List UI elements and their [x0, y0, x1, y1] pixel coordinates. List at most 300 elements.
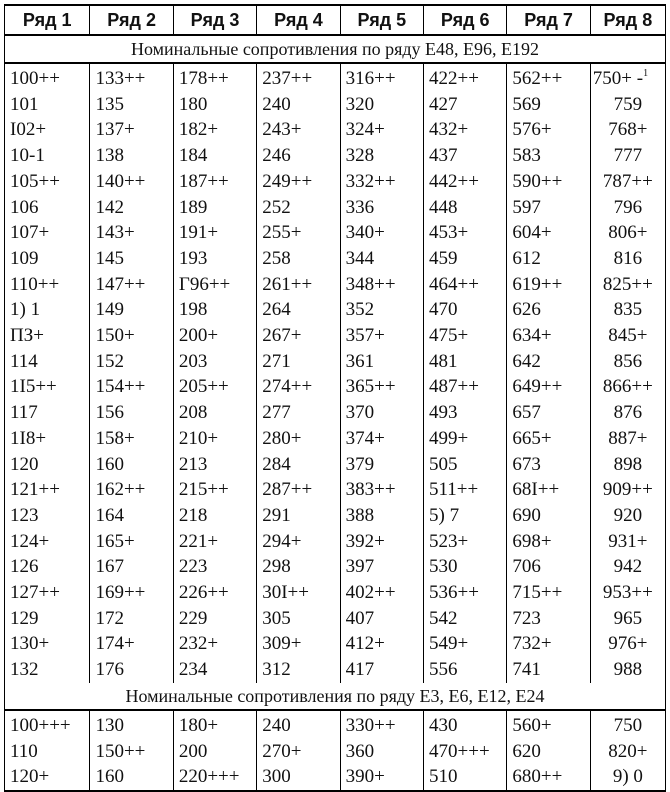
table-row	[5, 272, 666, 298]
table-cell	[90, 529, 173, 555]
table-cell	[257, 220, 340, 246]
table-cell	[5, 477, 90, 503]
table-cell	[173, 374, 256, 400]
cell-value: 160	[95, 453, 124, 475]
table-cell	[507, 92, 590, 118]
cell-value: 673	[512, 453, 541, 475]
table-cell	[90, 426, 173, 452]
table-cell	[257, 503, 340, 529]
cell-value: 180+	[178, 714, 219, 736]
cell-value: 634+	[512, 325, 552, 347]
table-row	[5, 297, 666, 323]
table-cell	[173, 529, 256, 555]
cell-value: 357+	[345, 325, 385, 347]
table-row	[5, 92, 666, 118]
table-row	[5, 657, 666, 683]
table-cell	[90, 452, 173, 478]
cell-value: 542	[429, 607, 458, 629]
table-cell	[507, 739, 590, 765]
cell-value: 261++	[262, 273, 313, 295]
cell-value: 127++	[10, 582, 60, 604]
table-cell	[257, 554, 340, 580]
cell-value: 374+	[345, 427, 385, 449]
cell-value: 213	[178, 453, 208, 475]
table-cell	[590, 220, 665, 246]
cell-value: 284	[262, 453, 291, 475]
cell-value: 556	[429, 659, 458, 681]
cell-value: 294+	[262, 530, 302, 552]
cell-value: 240	[262, 93, 291, 115]
table-cell	[90, 63, 173, 92]
table-cell	[424, 349, 507, 375]
table-cell	[257, 657, 340, 683]
table-row	[5, 580, 666, 606]
table-cell	[340, 297, 423, 323]
table-cell	[173, 710, 256, 739]
column-header-8: Ряд 8	[590, 5, 665, 35]
table-row	[5, 606, 666, 632]
cell-value: 184	[178, 145, 208, 167]
table-row	[5, 764, 666, 791]
table-cell	[507, 657, 590, 683]
cell-value: 298	[262, 556, 291, 578]
table-cell	[5, 63, 90, 92]
table-cell	[173, 169, 256, 195]
table-cell	[173, 297, 256, 323]
cell-value: 324+	[345, 119, 385, 141]
table-cell	[507, 426, 590, 452]
table-row	[5, 503, 666, 529]
table-cell	[590, 580, 665, 606]
table-cell	[507, 349, 590, 375]
table-cell	[5, 143, 90, 169]
table-cell	[340, 220, 423, 246]
table-cell	[173, 477, 256, 503]
table-cell	[173, 143, 256, 169]
table-cell	[340, 764, 423, 791]
table-cell	[590, 349, 665, 375]
table-cell	[424, 606, 507, 632]
cell-value: 619++	[512, 273, 563, 295]
cell-value: 135	[95, 93, 124, 115]
table-cell	[340, 477, 423, 503]
cell-value: 130+	[10, 633, 50, 655]
cell-value: 777	[613, 145, 643, 167]
cell-value: 470+++	[429, 740, 490, 762]
table-cell	[507, 710, 590, 739]
table-cell	[173, 349, 256, 375]
table-cell	[590, 195, 665, 221]
cell-value: 649++	[512, 376, 563, 398]
table-cell	[424, 63, 507, 92]
cell-value: 142	[95, 196, 124, 218]
table-cell	[90, 657, 173, 683]
cell-value: 330++	[345, 714, 396, 736]
cell-value: 481	[429, 350, 458, 372]
cell-value: 448	[429, 196, 458, 218]
table-row	[5, 477, 666, 503]
table-cell	[590, 452, 665, 478]
table-cell	[173, 63, 256, 92]
cell-value: 117	[10, 402, 38, 424]
table-cell	[340, 63, 423, 92]
cell-value: 223	[178, 556, 208, 578]
cell-value: 417	[345, 659, 375, 681]
table-cell	[90, 580, 173, 606]
cell-value: 100+++	[10, 714, 71, 736]
cell-value: 432+	[429, 119, 469, 141]
table-cell	[173, 426, 256, 452]
cell-value: 470	[429, 299, 458, 321]
cell-value: 133++	[95, 68, 146, 89]
cell-value: 336	[345, 196, 375, 218]
cell-value: 620	[512, 740, 541, 762]
table-cell	[424, 657, 507, 683]
table-cell	[173, 220, 256, 246]
table-cell	[173, 117, 256, 143]
cell-value: 920	[613, 504, 643, 526]
cell-value: 642	[512, 350, 541, 372]
table-row	[5, 631, 666, 657]
cell-value: 931+	[608, 530, 648, 552]
table-cell	[507, 554, 590, 580]
table-cell	[257, 739, 340, 765]
table-cell	[5, 92, 90, 118]
table-cell	[90, 297, 173, 323]
table-cell	[257, 452, 340, 478]
cell-value: 487++	[429, 376, 479, 398]
table-cell	[424, 631, 507, 657]
cell-value: 158+	[95, 427, 135, 449]
table-cell	[340, 554, 423, 580]
cell-value: 942	[613, 556, 643, 578]
cell-value: 226++	[178, 582, 229, 604]
cell-value: 536++	[429, 582, 479, 604]
cell-value: 149	[95, 299, 124, 321]
cell-value: 820+	[608, 740, 648, 762]
cell-value: 193	[178, 247, 208, 269]
cell-value: 138	[95, 145, 124, 167]
cell-value: 143+	[95, 222, 135, 244]
cell-value: 68I++	[512, 479, 560, 501]
cell-value: 30I++	[262, 582, 309, 604]
table-cell	[590, 477, 665, 503]
table-cell	[5, 764, 90, 791]
cell-value: 291	[262, 504, 291, 526]
cell-value: 124+	[10, 530, 50, 552]
cell-value: 106	[10, 196, 39, 218]
cell-value: 162++	[95, 479, 146, 501]
table-cell	[5, 169, 90, 195]
cell-value: 147++	[95, 273, 146, 295]
cell-value: 388	[345, 504, 375, 526]
table-cell	[424, 452, 507, 478]
resistance-table	[4, 4, 666, 792]
cell-value: 205++	[178, 376, 229, 398]
cell-value: 150+	[95, 325, 135, 347]
cell-value: 560+	[512, 714, 552, 736]
cell-value: 407	[345, 607, 375, 629]
table-cell	[424, 580, 507, 606]
cell-value: 274++	[262, 376, 313, 398]
table-cell	[173, 606, 256, 632]
table-cell	[590, 169, 665, 195]
table-cell	[590, 117, 665, 143]
cell-value: 198	[178, 299, 208, 321]
table-cell	[507, 764, 590, 791]
table-cell	[424, 529, 507, 555]
table-cell	[90, 554, 173, 580]
cell-value: 191+	[178, 222, 219, 244]
table-cell	[340, 657, 423, 683]
cell-value: 412+	[345, 633, 385, 655]
cell-value: 530	[429, 556, 458, 578]
cell-value: 203	[178, 350, 208, 372]
cell-value: 379	[345, 453, 375, 475]
cell-value: 178++	[178, 68, 229, 89]
table-cell	[424, 710, 507, 739]
table-cell	[257, 92, 340, 118]
table-cell	[257, 606, 340, 632]
cell-value: ПЗ+	[10, 325, 44, 347]
cell-value: 402++	[345, 582, 396, 604]
table-cell	[590, 631, 665, 657]
cell-value: 243+	[262, 119, 302, 141]
cell-value: 876	[613, 402, 643, 424]
table-cell	[507, 503, 590, 529]
column-header-5: Ряд 5	[340, 5, 423, 35]
table-cell	[424, 554, 507, 580]
section-title-row-2	[5, 683, 666, 710]
cell-value: 759	[613, 93, 643, 115]
cell-value: 309+	[262, 633, 302, 655]
table-cell	[173, 764, 256, 791]
table-cell	[590, 554, 665, 580]
table-row	[5, 426, 666, 452]
table-cell	[507, 63, 590, 92]
cell-value: 750	[613, 714, 643, 736]
cell-value: 723	[512, 607, 541, 629]
table-cell	[424, 117, 507, 143]
table-cell	[424, 92, 507, 118]
cell-value: 1I8+	[10, 427, 47, 449]
table-cell	[340, 195, 423, 221]
cell-value: 156	[95, 402, 124, 424]
table-cell	[5, 426, 90, 452]
table-cell	[90, 272, 173, 298]
table-cell	[424, 272, 507, 298]
cell-value: 1I5++	[10, 376, 57, 398]
cell-value: 604+	[512, 222, 552, 244]
table-cell	[507, 400, 590, 426]
table-cell	[257, 349, 340, 375]
table-cell	[5, 529, 90, 555]
cell-value: 187++	[178, 170, 229, 192]
cell-value: 965	[613, 607, 643, 629]
cell-value: 706	[512, 556, 541, 578]
cell-value: 264	[262, 299, 291, 321]
table-row	[5, 710, 666, 739]
table-cell	[5, 710, 90, 739]
table-cell	[507, 143, 590, 169]
cell-value: 249++	[262, 170, 313, 192]
table-row	[5, 195, 666, 221]
cell-value: 150++	[95, 740, 146, 762]
cell-value: 898	[613, 453, 643, 475]
cell-value: 237++	[262, 68, 313, 89]
cell-value: 549+	[429, 633, 469, 655]
cell-value: 464++	[429, 273, 479, 295]
table-cell	[507, 297, 590, 323]
cell-value: 988	[613, 659, 643, 681]
table-cell	[507, 477, 590, 503]
table-cell	[257, 143, 340, 169]
cell-value: 220+++	[178, 766, 240, 788]
section-title: Номинальные сопротивления по ряду Е48, Е96, Е192	[5, 35, 666, 63]
table-cell	[590, 92, 665, 118]
table-cell	[340, 452, 423, 478]
cell-value: 160	[95, 766, 124, 788]
table-cell	[5, 657, 90, 683]
cell-value: 569	[512, 93, 541, 115]
cell-value: 107+	[10, 222, 50, 244]
table-cell	[90, 246, 173, 272]
cell-value: 856	[613, 350, 643, 372]
footnote-mark: 1	[643, 68, 649, 79]
table-cell	[507, 374, 590, 400]
cell-value: 145	[95, 247, 124, 269]
cell-value: 665+	[512, 427, 552, 449]
column-header-4: Ряд 4	[257, 5, 340, 35]
cell-value: 732+	[512, 633, 552, 655]
table-cell	[507, 452, 590, 478]
table-row	[5, 220, 666, 246]
cell-value: 164	[95, 504, 124, 526]
cell-value: 835	[613, 299, 643, 321]
cell-value: 232+	[178, 633, 219, 655]
table-cell	[173, 657, 256, 683]
cell-value: 320	[345, 93, 375, 115]
cell-value: 953++	[602, 582, 653, 604]
table-cell	[257, 477, 340, 503]
table-cell	[5, 246, 90, 272]
table-row	[5, 63, 666, 92]
table-cell	[5, 452, 90, 478]
table-cell	[173, 452, 256, 478]
cell-value: 5) 7	[429, 504, 460, 526]
cell-value: 305	[262, 607, 291, 629]
table-cell	[590, 143, 665, 169]
table-cell	[257, 246, 340, 272]
table-cell	[507, 323, 590, 349]
table-cell	[5, 554, 90, 580]
table-cell	[257, 374, 340, 400]
column-header-7: Ряд 7	[507, 5, 590, 35]
table-cell	[340, 400, 423, 426]
table-cell	[90, 220, 173, 246]
cell-value: 300	[262, 766, 291, 788]
cell-value: 459	[429, 247, 458, 269]
table-cell	[257, 764, 340, 791]
table-cell	[90, 739, 173, 765]
cell-value: 750+ -	[592, 68, 644, 89]
table-cell	[257, 117, 340, 143]
table-cell	[173, 631, 256, 657]
cell-value: 390+	[345, 766, 385, 788]
cell-value: 453+	[429, 222, 469, 244]
table-cell	[5, 220, 90, 246]
table-cell	[340, 246, 423, 272]
table-cell	[5, 195, 90, 221]
table-row	[5, 529, 666, 555]
table-cell	[340, 503, 423, 529]
cell-value: 825++	[602, 273, 653, 295]
table-cell	[340, 606, 423, 632]
table-cell	[590, 503, 665, 529]
cell-value: 344	[345, 247, 375, 269]
table-cell	[5, 349, 90, 375]
table-cell	[590, 764, 665, 791]
cell-value: 340+	[345, 222, 385, 244]
cell-value: 121++	[10, 479, 60, 501]
cell-value: 114	[10, 350, 38, 372]
cell-value: 252	[262, 196, 291, 218]
table-cell	[340, 143, 423, 169]
table-cell	[340, 92, 423, 118]
cell-value: 392+	[345, 530, 385, 552]
cell-value: 422++	[429, 68, 479, 89]
cell-value: 866++	[602, 376, 653, 398]
table-row	[5, 323, 666, 349]
table-row	[5, 349, 666, 375]
cell-value: 590++	[512, 170, 563, 192]
table-row	[5, 169, 666, 195]
table-cell	[257, 529, 340, 555]
table-cell	[340, 631, 423, 657]
table-cell	[5, 272, 90, 298]
table-cell	[5, 739, 90, 765]
cell-value: 229	[178, 607, 208, 629]
cell-value: 109	[10, 247, 39, 269]
cell-value: 218	[178, 504, 208, 526]
table-cell	[424, 477, 507, 503]
table-row	[5, 143, 666, 169]
cell-value: 715++	[512, 582, 563, 604]
cell-value: 816	[613, 247, 643, 269]
cell-value: 246	[262, 145, 291, 167]
table-cell	[424, 195, 507, 221]
table-cell	[5, 400, 90, 426]
cell-value: 370	[345, 402, 375, 424]
cell-value: 174+	[95, 633, 135, 655]
table-cell	[424, 323, 507, 349]
table-header	[5, 5, 666, 35]
cell-value: 845+	[608, 325, 648, 347]
table-cell	[173, 400, 256, 426]
table-cell	[424, 220, 507, 246]
cell-value: 383++	[345, 479, 396, 501]
cell-value: 768+	[608, 119, 648, 141]
table-cell	[90, 477, 173, 503]
table-cell	[590, 739, 665, 765]
table-row	[5, 452, 666, 478]
table-body	[5, 35, 666, 791]
cell-value: 796	[613, 196, 643, 218]
table-cell	[424, 374, 507, 400]
table-cell	[5, 374, 90, 400]
table-cell	[90, 143, 173, 169]
cell-value: 887+	[608, 427, 648, 449]
